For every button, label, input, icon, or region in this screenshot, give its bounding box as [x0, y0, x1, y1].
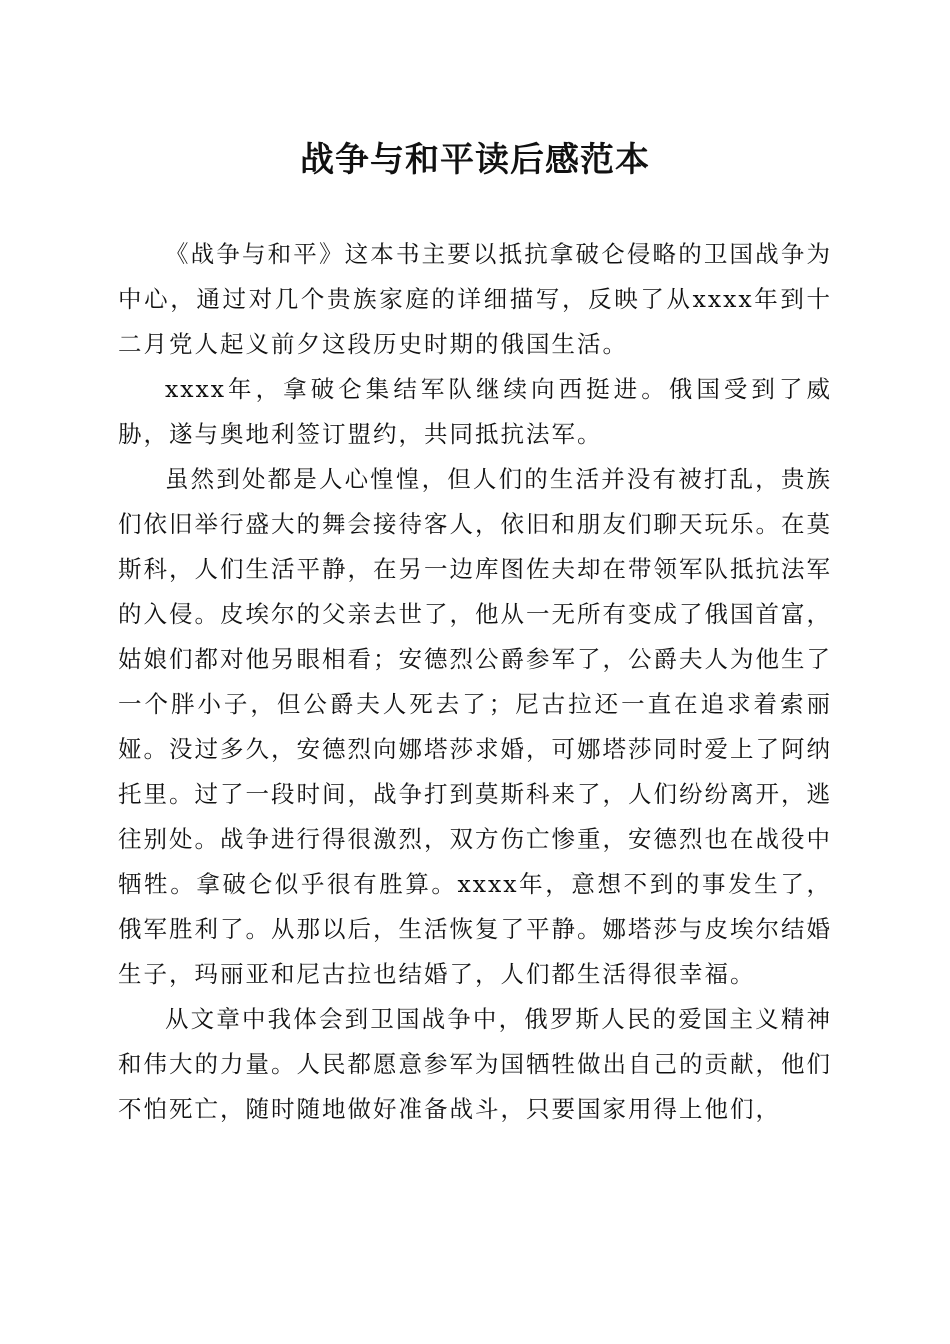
document-body — [118, 232, 832, 1132]
paragraph-intro: 《战争与和平》这本书主要以抵抗拿破仑侵略的卫国战争为中心，通过对几个贵族家庭的详细描写，反映了从xxxx年到十二月党人起义前夕这段历史时期的俄国生活。 — [118, 240, 832, 358]
paragraph-napoleon-advance: xxxx年，拿破仑集结军队继续向西挺进。俄国受到了威胁，遂与奥地利签订盟约，共同抵抗法军。 — [118, 375, 832, 448]
paragraph-plot-summary: 虽然到处都是人心惶惶，但人们的生活并没有被打乱，贵族们依旧举行盛大的舞会接待客人，依旧和朋友们聊天玩乐。在莫斯科，人们生活平静，在另一边库图佐夫却在带领军队抵抗法军的入侵。皮埃尔的父亲去世了，他从一无所有变成了俄国首富，姑娘们都对他另眼相看；安德烈公爵参军了，公爵夫人为他生了一个胖小子，但公爵夫人死去了；尼古拉还一直在追求着索丽娅。没过多久，安德烈向娜塔莎求婚，可娜塔莎同时爱上了阿纳托里。过了一段时间，战争打到莫斯科来了，人们纷纷离开，逃往别处。战争进行得很激烈，双方伤亡惨重，安德烈也在战役中牺牲。拿破仑似乎很有胜算。xxxx年，意想不到的事发生了，俄军胜利了。从那以后，生活恢复了平静。娜塔莎与皮埃尔结婚生子，玛丽亚和尼古拉也结婚了，人们都生活得很幸福。 — [118, 465, 832, 988]
paragraph-reflection: 从文章中我体会到卫国战争中，俄罗斯人民的爱国主义精神和伟大的力量。人民都愿意参军为国牺牲做出自己的贡献，他们不怕死亡，随时随地做好准备战斗，只要国家用得上他们， — [118, 1005, 832, 1123]
document-title: 战争与和平读后感范本 — [300, 140, 650, 180]
